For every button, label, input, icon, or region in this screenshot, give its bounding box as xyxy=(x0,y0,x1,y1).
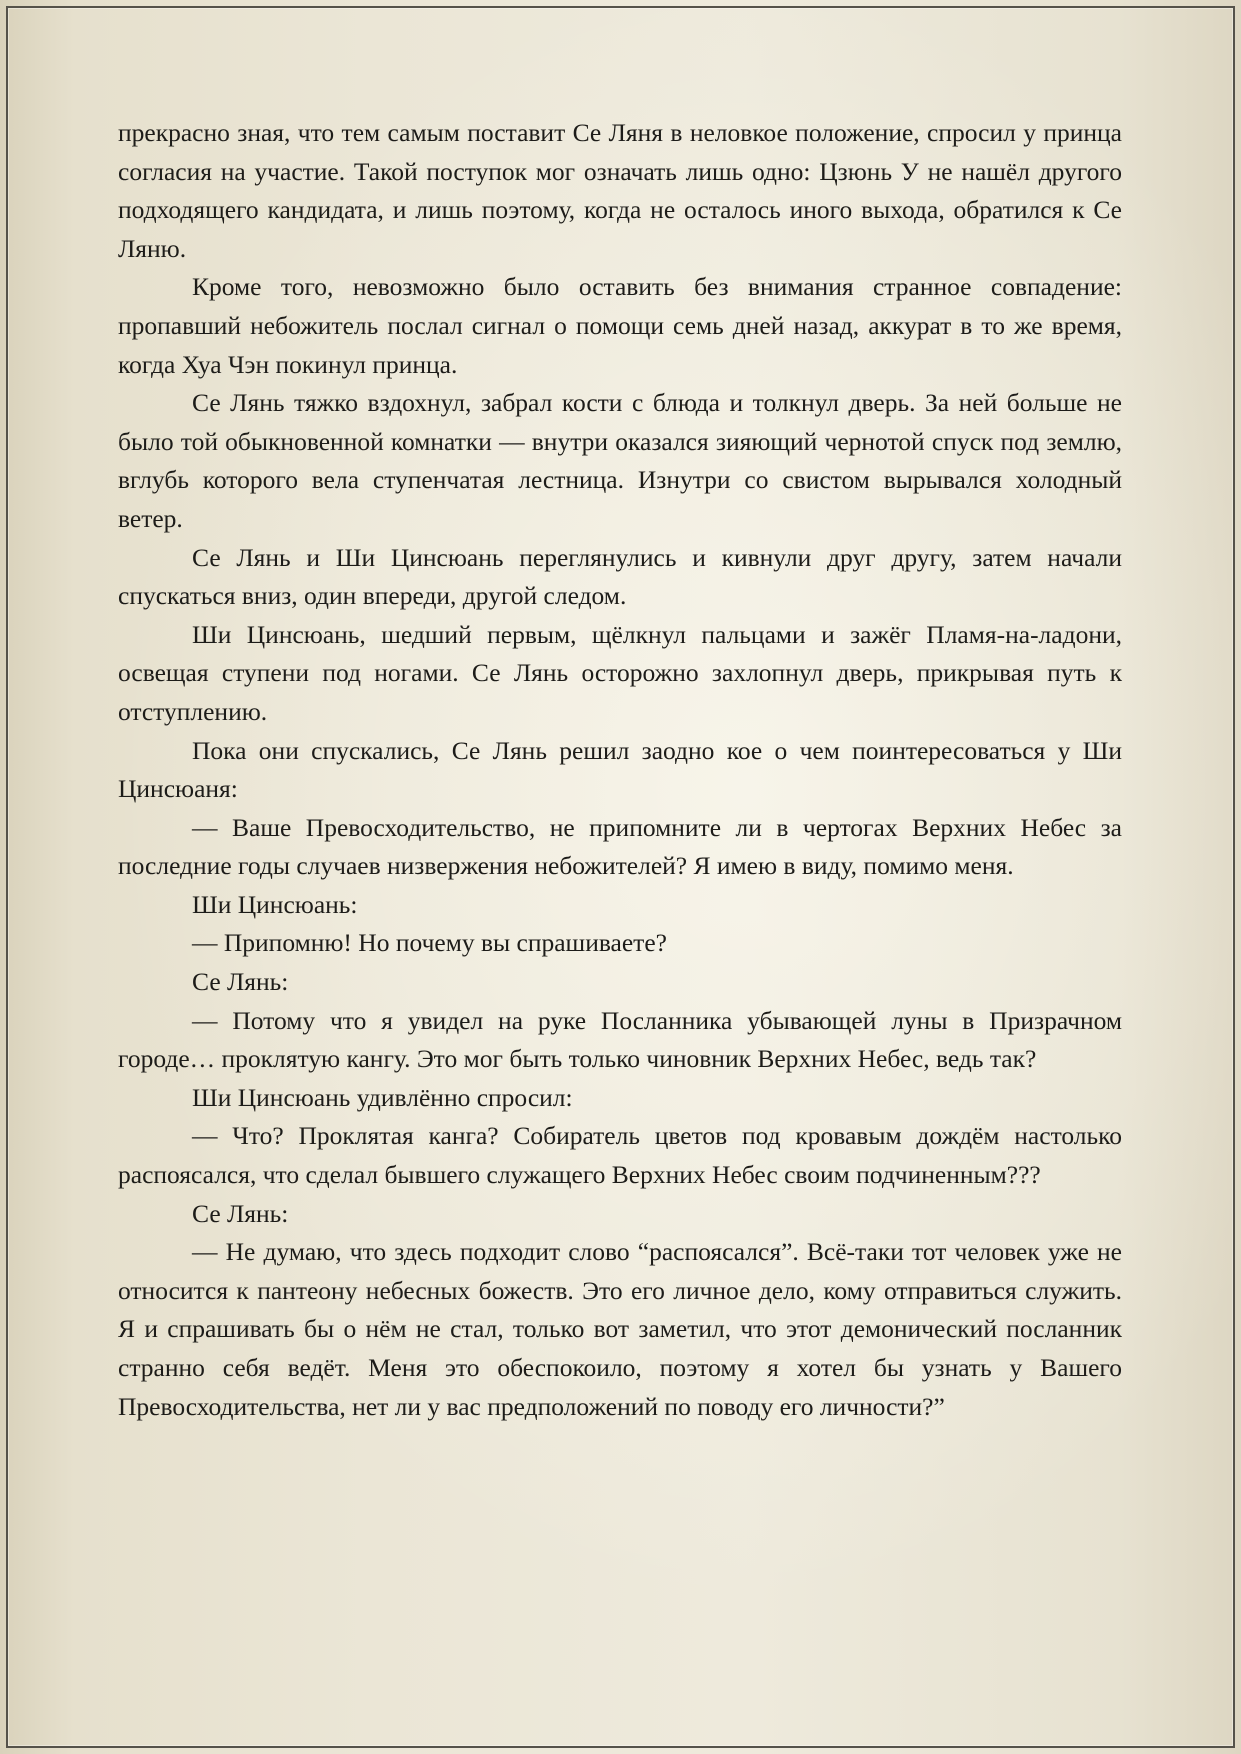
speaker-line: Се Лянь: xyxy=(192,967,289,997)
speaker-line: Се Лянь: xyxy=(192,1198,289,1228)
dialogue-line: — Что? Проклятая канга? Собиратель цветов под кровавым дождём настолько распоясался, что сделал бывшего служащего Верхних Небес своим подчиненным??? xyxy=(118,1121,1122,1190)
speaker-line: Ши Цинсюань удивлённо спросил: xyxy=(192,1082,573,1112)
paragraph: Ши Цинсюань, шедший первым, щёлкнул пальцами и зажёг Пламя-на-ладони, освещая ступени под ногами. Се Лянь осторожно захлопнул дверь, прикрывая путь к отступлению. xyxy=(118,619,1122,726)
paragraph: Се Лянь и Ши Цинсюань переглянулись и кивнули друг другу, затем начали спускаться вниз, один впереди, другой следом. xyxy=(118,542,1122,611)
dialogue-line: — Потому что я увидел на руке Посланника убывающей луны в Призрачном городе… проклятую кангу. Это мог быть только чиновник Верхних Небес, ведь так? xyxy=(118,1005,1122,1074)
dialogue-line: — Припомню! Но почему вы спрашиваете? xyxy=(192,928,667,958)
dialogue-line: — Ваше Превосходительство, не припомните ли в чертогах Верхних Небес за последние годы случаев низвержения небожителей? Я имею в виду, помимо меня. xyxy=(118,812,1122,881)
paragraph: прекрасно зная, что тем самым поставит Се Ляня в неловкое положение, спросил у принца согласия на участие. Такой поступок мог означать лишь одно: Цзюнь У не нашёл другого подходящего кандидата, и лишь поэтому, когда не осталось иного выхода, обратился к Се Ляню. xyxy=(118,118,1122,263)
body-text xyxy=(118,114,1122,1426)
paragraph: Се Лянь тяжко вздохнул, забрал кости с блюда и толкнул дверь. За ней больше не было той обыкновенной комнатки — внутри оказался зияющий чернотой спуск под землю, вглубь которого вела ступенчатая лестница. Изнутри со свистом вырывался холодный ветер. xyxy=(118,388,1122,533)
dialogue-line: — Не думаю, что здесь подходит слово “распоясался”. Всё-таки тот человек уже не относится к пантеону небесных божеств. Это его личное дело, кому отправиться служить. Я и спрашивать бы о нём не стал, только вот заметил, что этот демонический посланник странно себя ведёт. Меня это обеспокоило, поэтому я хотел бы узнать у Вашего Превосходительства, нет ли у вас предположений по поводу его личности?” xyxy=(118,1237,1122,1421)
paragraph: Пока они спускались, Се Лянь решил заодно кое о чем поинтересоваться у Ши Цинсюаня: xyxy=(118,735,1122,804)
speaker-line: Ши Цинсюань: xyxy=(192,889,358,919)
paragraph: Кроме того, невозможно было оставить без внимания странное совпадение: пропавший небожитель послал сигнал о помощи семь дней назад, аккурат в то же время, когда Хуа Чэн покинул принца. xyxy=(118,272,1122,379)
